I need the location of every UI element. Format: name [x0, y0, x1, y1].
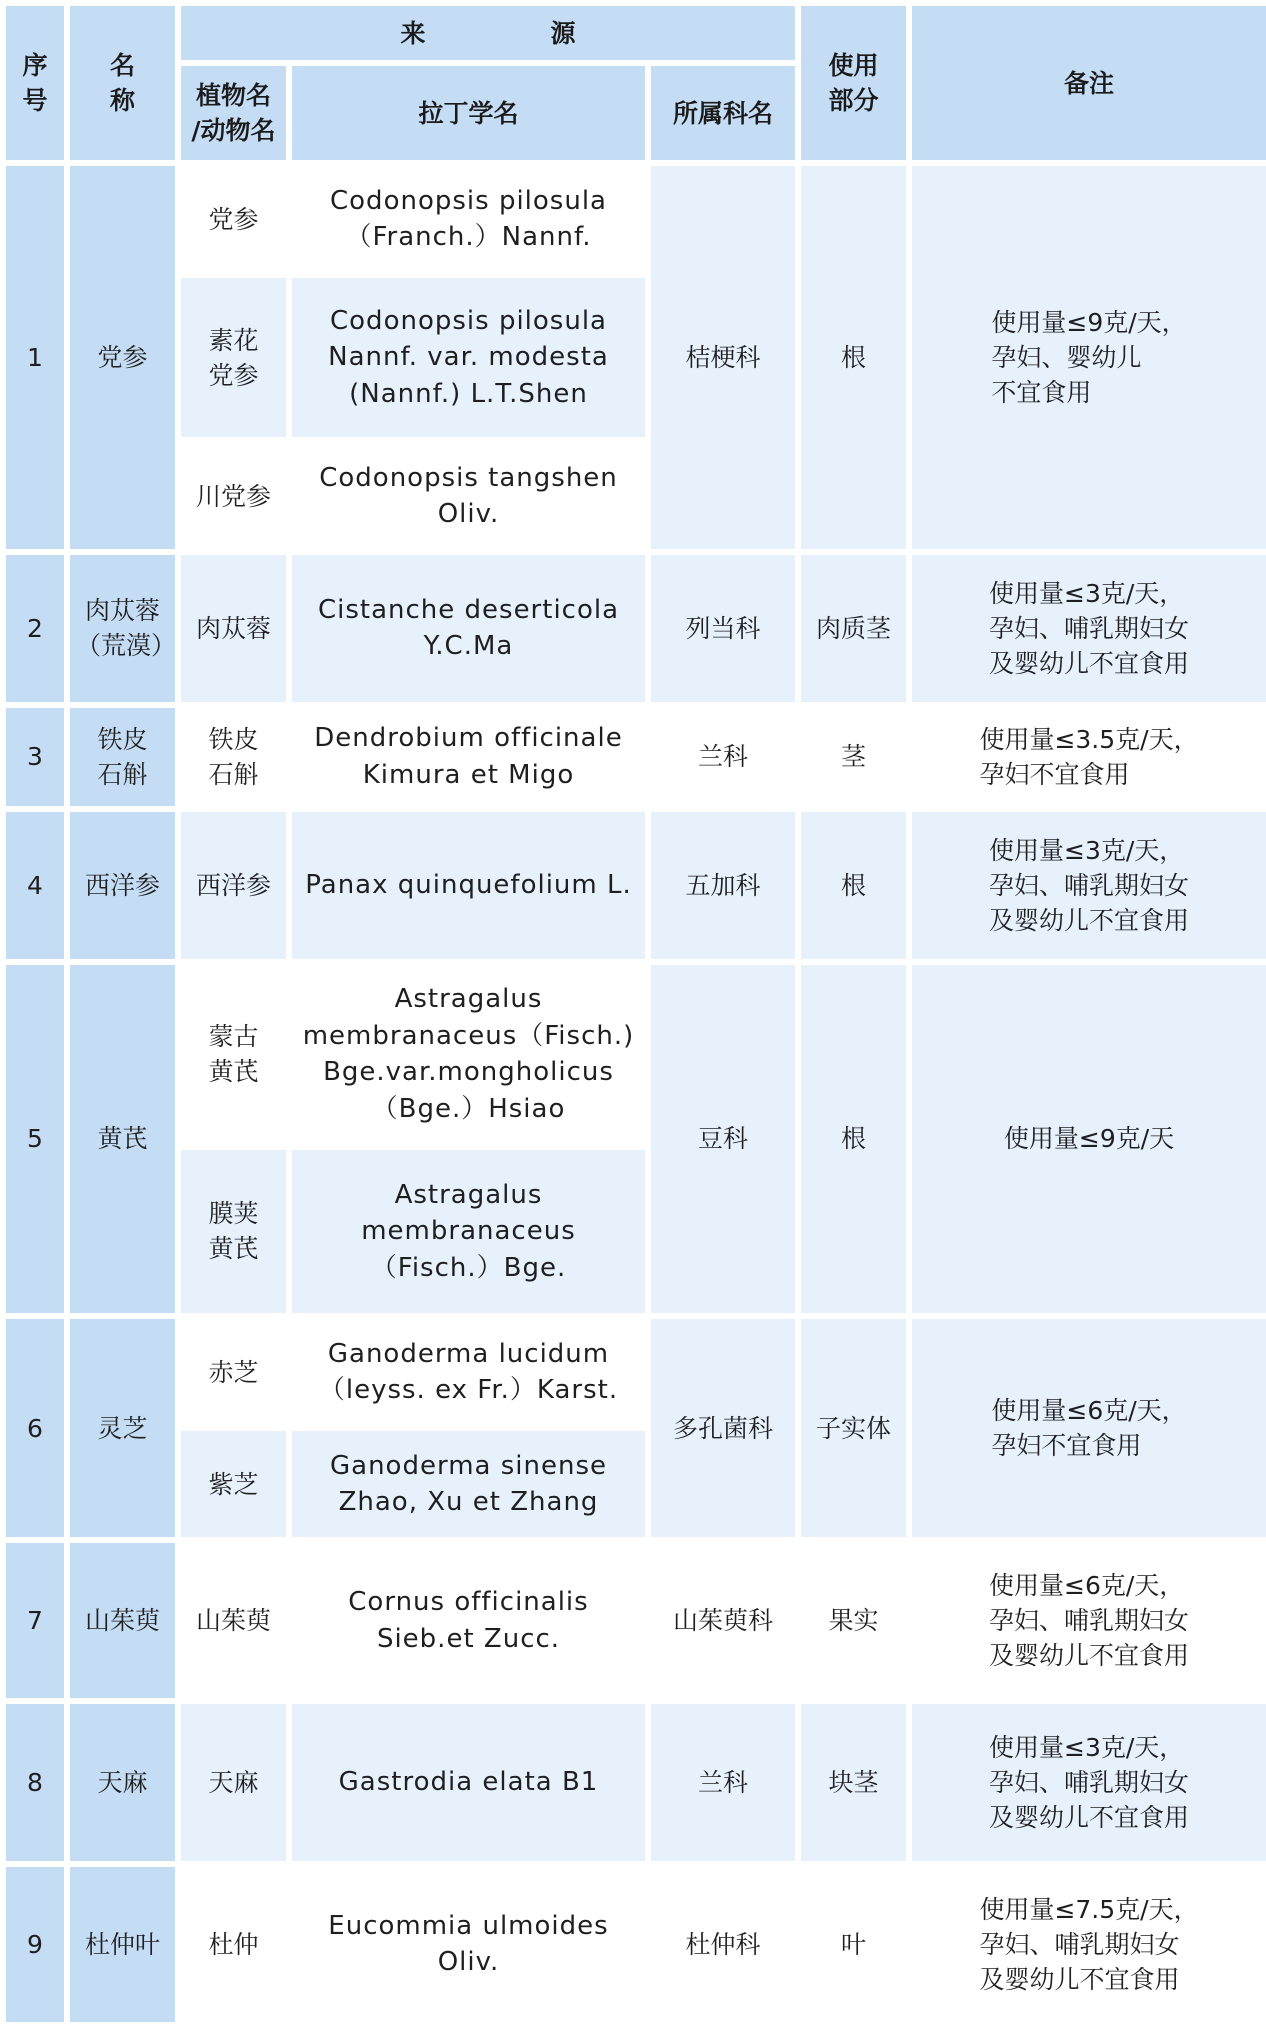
row-plant: [181, 1867, 286, 2022]
row-plant-text: 蒙古 黄芪: [208, 1022, 259, 1087]
row-name: [70, 812, 175, 959]
table-row: [6, 1867, 1266, 2022]
row-plant-text: 素花 党参: [208, 325, 259, 390]
row-seq-text: 9: [27, 1929, 43, 1959]
row-family-text: 桔梗科: [685, 343, 761, 373]
row-family: [651, 965, 795, 1314]
row-latin-text: Dendrobium officinale Kimura et Migo: [314, 723, 623, 790]
row-latin: [292, 555, 645, 702]
header-name: 名 称: [70, 6, 175, 160]
row-family: [651, 555, 795, 702]
row-seq-text: 5: [27, 1124, 43, 1154]
row-family: [651, 1543, 795, 1698]
row-note-text: 使用量≤9克/天， 孕妇、婴幼儿 不宜食用: [991, 308, 1187, 408]
header-note: 备注: [912, 6, 1266, 160]
row-plant: [181, 278, 286, 437]
row-note: [912, 1704, 1266, 1861]
row-seq: [6, 965, 64, 1314]
row-seq: [6, 1319, 64, 1537]
row-note-text: 使用量≤3克/天， 孕妇、哺乳期妇女 及婴幼儿不宜食用: [989, 1732, 1190, 1832]
row-note: [912, 1543, 1266, 1698]
row-family-text: 兰科: [698, 1767, 749, 1797]
row-seq: [6, 1867, 64, 2022]
row-part-text: 肉质茎: [816, 613, 892, 643]
row-latin-text: Codonopsis pilosula （Franch.）Nannf.: [330, 185, 607, 252]
row-seq-text: 8: [27, 1767, 43, 1797]
row-family-text: 豆科: [698, 1124, 749, 1154]
row-name-text: 肉苁蓉 （荒漠）: [76, 596, 177, 661]
row-name-text: 铁皮 石斛: [97, 724, 148, 789]
row-plant-text: 肉苁蓉: [195, 613, 271, 643]
row-name: [70, 1867, 175, 2022]
row-latin: [292, 965, 645, 1144]
row-part: [801, 1319, 906, 1537]
row-seq: [6, 555, 64, 702]
row-plant: [181, 708, 286, 806]
row-part-text: 块茎: [828, 1767, 879, 1797]
row-note: [912, 708, 1266, 806]
row-seq-text: 4: [27, 870, 43, 900]
row-latin: [292, 443, 645, 549]
row-seq-text: 2: [27, 613, 43, 643]
row-plant: [181, 1431, 286, 1537]
row-part-text: 根: [841, 343, 867, 373]
row-latin-text: Codonopsis pilosula Nannf. var. modesta (Nannf.) L.T.Shen: [328, 305, 609, 409]
table-row: [6, 1319, 1266, 1425]
table-row: [6, 1543, 1266, 1698]
row-plant: [181, 1543, 286, 1698]
row-seq: [6, 708, 64, 806]
row-seq-text: 1: [27, 343, 43, 373]
row-note: [912, 965, 1266, 1314]
row-note-text: 使用量≤9克/天: [1003, 1124, 1175, 1154]
row-part: [801, 1543, 906, 1698]
row-family: [651, 1704, 795, 1861]
row-part: [801, 1867, 906, 2022]
row-family-text: 兰科: [698, 742, 749, 772]
row-name-text: 山茱萸: [84, 1606, 160, 1635]
row-seq: [6, 1543, 64, 1698]
row-name-text: 党参: [97, 343, 148, 373]
table-row: [6, 1704, 1266, 1861]
row-name: [70, 166, 175, 549]
row-plant: [181, 443, 286, 549]
row-latin-text: Ganoderma lucidum （leyss. ex Fr.）Karst.: [318, 1338, 619, 1405]
row-plant-text: 天麻: [208, 1767, 259, 1797]
row-latin: [292, 1867, 645, 2022]
row-plant: [181, 1150, 286, 1313]
row-latin: [292, 1150, 645, 1313]
row-seq: [6, 166, 64, 549]
row-note: [912, 1319, 1266, 1537]
header-part: 使用 部分: [801, 6, 906, 160]
row-latin-text: Ganoderma sinense Zhao, Xu et Zhang: [330, 1450, 607, 1518]
row-part: [801, 708, 906, 806]
row-plant-text: 川党参: [195, 481, 271, 511]
table-row: [6, 812, 1266, 959]
row-part-text: 果实: [828, 1606, 879, 1635]
row-seq-text: 6: [27, 1413, 43, 1443]
row-seq: [6, 1704, 64, 1861]
row-family: [651, 166, 795, 549]
row-part: [801, 965, 906, 1314]
row-latin: [292, 1704, 645, 1861]
row-plant: [181, 555, 286, 702]
row-latin-text: Codonopsis tangshen Oliv.: [319, 462, 618, 530]
row-plant-text: 党参: [208, 204, 259, 234]
row-family-text: 列当科: [685, 613, 761, 643]
row-name: [70, 555, 175, 702]
row-part-text: 根: [841, 1124, 867, 1154]
table-row: [6, 965, 1266, 1144]
row-note-text: 使用量≤7.5克/天， 孕妇、哺乳期妇女 及婴幼儿不宜食用: [979, 1894, 1199, 1994]
row-family: [651, 708, 795, 806]
row-part: [801, 555, 906, 702]
row-part: [801, 812, 906, 959]
row-note: [912, 166, 1266, 549]
row-family: [651, 812, 795, 959]
row-name-text: 黄芪: [97, 1124, 148, 1154]
row-latin-text: Astragalus membranaceus （Fisch.）Bge.: [361, 1179, 576, 1283]
row-note-text: 使用量≤6克/天， 孕妇、哺乳期妇女 及婴幼儿不宜食用: [989, 1571, 1190, 1670]
row-seq-text: 3: [27, 742, 43, 772]
header-family: 所属科名: [651, 66, 795, 160]
row-latin-text: Cistanche deserticola Y.C.Ma: [317, 595, 620, 662]
row-part-text: 子实体: [816, 1413, 892, 1443]
row-latin-text: Astragalus membranaceus（Fisch.) Bge.var.mongholicus （Bge.）Hsiao: [302, 984, 635, 1124]
row-plant-text: 山茱萸: [195, 1606, 271, 1635]
header-source: 来 源: [181, 6, 795, 60]
row-family: [651, 1319, 795, 1537]
row-part: [801, 1704, 906, 1861]
row-plant-text: 紫芝: [208, 1469, 259, 1499]
row-seq: [6, 812, 64, 959]
row-part-text: 根: [841, 870, 867, 900]
row-latin: [292, 1431, 645, 1537]
row-latin: [292, 708, 645, 806]
row-latin: [292, 812, 645, 959]
header-plant: 植物名 /动物名: [181, 66, 286, 160]
row-plant-text: 西洋参: [195, 870, 271, 900]
row-note: [912, 812, 1266, 959]
row-name: [70, 1704, 175, 1861]
row-plant: [181, 1319, 286, 1425]
row-name-text: 灵芝: [97, 1413, 148, 1443]
table-row: [6, 166, 1266, 272]
row-note-text: 使用量≤3.5克/天， 孕妇不宜食用: [979, 724, 1199, 789]
table-body: [6, 166, 1266, 2022]
row-plant-text: 铁皮 石斛: [208, 724, 259, 789]
row-family-text: 山茱萸科: [673, 1606, 774, 1635]
header-latin: 拉丁学名: [292, 66, 645, 160]
row-latin: [292, 1543, 645, 1698]
row-note-text: 使用量≤6克/天， 孕妇不宜食用: [991, 1396, 1187, 1461]
row-latin: [292, 1319, 645, 1425]
row-note: [912, 555, 1266, 702]
row-part-text: 茎: [841, 742, 867, 772]
row-latin-text: Eucommia ulmoides Oliv.: [328, 1911, 609, 1978]
row-family: [651, 1867, 795, 2022]
header-seq: 序 号: [6, 6, 64, 160]
row-part: [801, 166, 906, 549]
row-family-text: 多孔菌科: [673, 1413, 774, 1443]
row-part-text: 叶: [841, 1929, 867, 1959]
table-row: [6, 708, 1266, 806]
row-latin-text: Gastrodia elata B1: [338, 1767, 599, 1798]
row-name: [70, 1319, 175, 1537]
row-family-text: 五加科: [685, 870, 761, 900]
row-latin: [292, 278, 645, 437]
row-name: [70, 965, 175, 1314]
row-note: [912, 1867, 1266, 2022]
row-latin-text: Cornus officinalis Sieb.et Zucc.: [348, 1587, 589, 1654]
row-name-text: 西洋参: [84, 870, 160, 900]
row-latin: [292, 166, 645, 272]
row-name-text: 杜仲叶: [84, 1929, 160, 1959]
row-plant-text: 赤芝: [208, 1357, 259, 1387]
row-latin-text: Panax quinquefolium L.: [305, 869, 632, 900]
row-plant: [181, 812, 286, 959]
row-note-text: 使用量≤3克/天， 孕妇、哺乳期妇女 及婴幼儿不宜食用: [989, 835, 1190, 935]
row-plant-text: 膜荚 黄芪: [208, 1199, 259, 1264]
row-plant: [181, 166, 286, 272]
row-plant-text: 杜仲: [208, 1929, 259, 1959]
row-plant: [181, 965, 286, 1144]
row-name: [70, 708, 175, 806]
row-note-text: 使用量≤3克/天， 孕妇、哺乳期妇女 及婴幼儿不宜食用: [989, 578, 1190, 678]
row-seq-text: 7: [27, 1606, 43, 1635]
row-name-text: 天麻: [97, 1767, 148, 1797]
row-family-text: 杜仲科: [685, 1929, 761, 1959]
table-row: [6, 555, 1266, 702]
row-name: [70, 1543, 175, 1698]
row-plant: [181, 1704, 286, 1861]
